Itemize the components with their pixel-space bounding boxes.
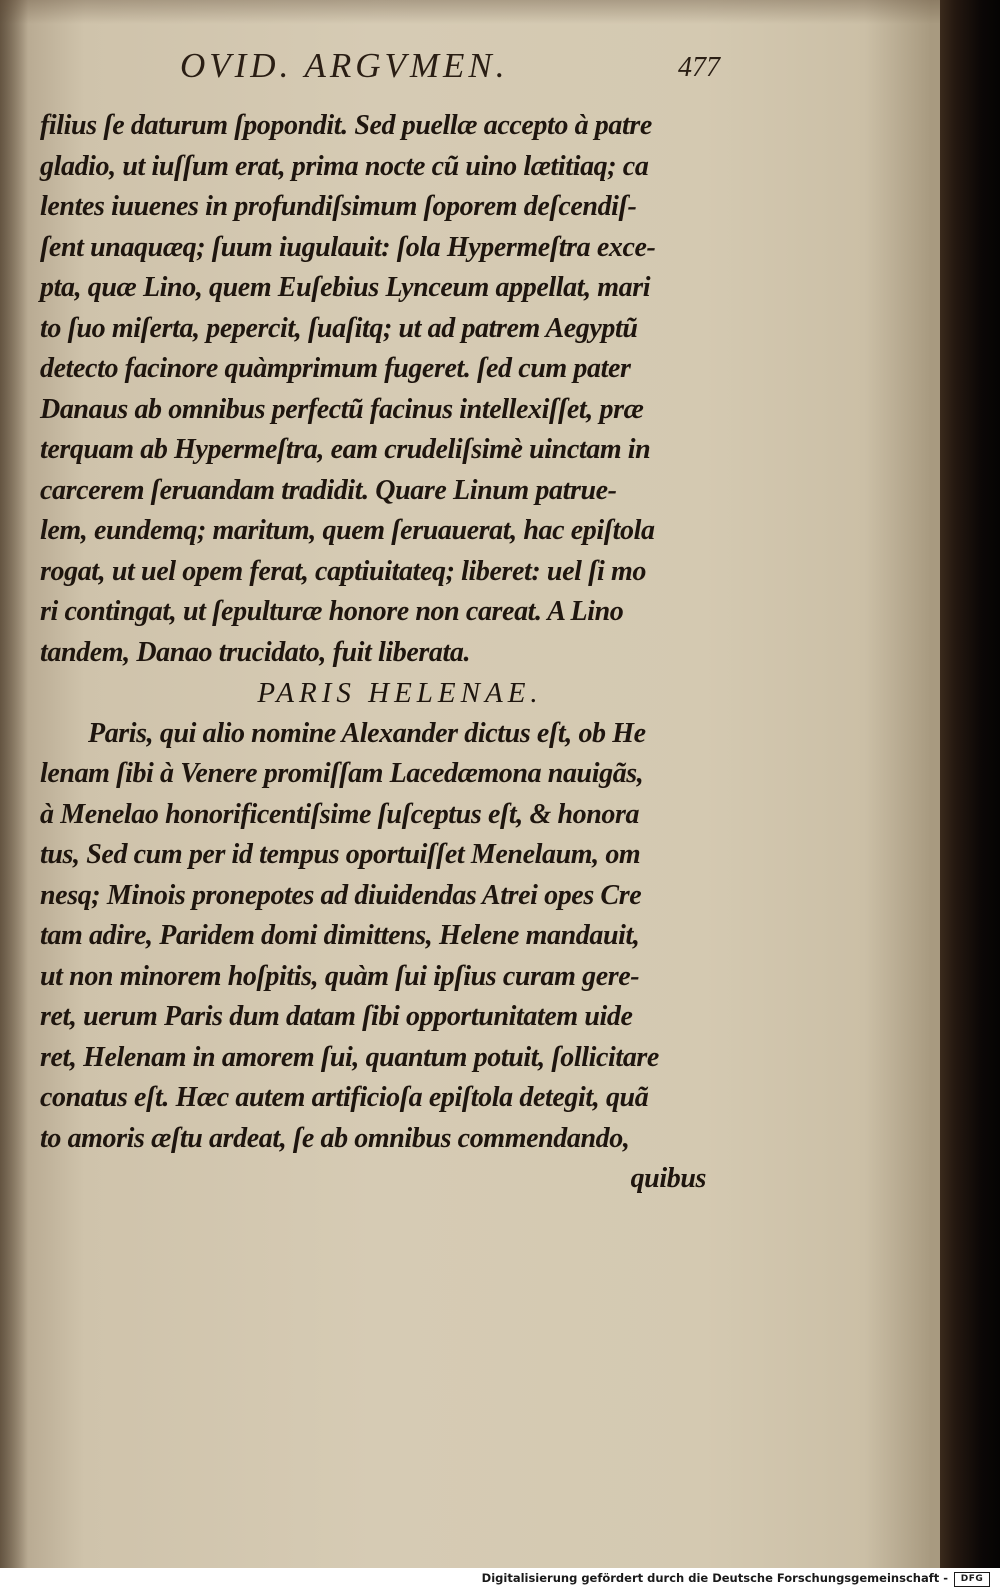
text-line: lentes iuuenes in profundiſsimum ſoporem deſcendiſ- [40,191,637,222]
text-line: pta, quæ Lino, quem Euſebius Lynceum appellat, mari [40,272,651,303]
text-line: to amoris æſtu ardeat, ſe ab omnibus commendando, [40,1122,630,1154]
text-line: lenam ſibi à Venere promiſſam Lacedæmona nauigãs, [40,758,644,789]
text-line: gladio, ut iuſſum erat, prima nocte cũ uino lætitiaq; ca [40,150,649,182]
text-line: Danaus ab omnibus perfectũ facinus intellexiſſet, præ [40,393,644,425]
running-head: OVID. ARGVMEN. [180,46,509,85]
text-line: nesq; Minois pronepotes ad diuidendas Atrei opes Cre [40,879,642,911]
page-header [180,46,720,96]
text-line: tus, Sed cum per id tempus oportuiſſet Menelaum, om [40,839,641,870]
gutter-shadow [0,0,28,1568]
section-heading: PARIS HELENAE. [257,677,543,709]
book-edge [940,0,1000,1568]
text-line: to ſuo miſerta, pepercit, ſuaſitq; ut ad patrem Aegyptũ [40,312,638,344]
text-line: Paris, qui alio nomine Alexander dictus eſt, ob He [88,717,646,749]
text-line: lem, eundemq; maritum, quem ſeruauerat, hac epiſtola [40,515,655,546]
text-line: ret, Helenam in amorem ſui, quantum potuit, ſollicitare [40,1041,659,1073]
text-line: ſent unaquæq; ſuum iugulauit: ſola Hypermeſtra exce- [40,231,656,263]
text-line: filius ſe daturum ſpopondit. Sed puellæ accepto à patre [40,110,652,141]
text-line: ri contingat, ut ſepulturæ honore non careat. A Lino [40,596,624,627]
text-line: ret, uerum Paris dum datam ſibi opportunitatem uide [40,1001,633,1032]
text-line: detecto facinore quàmprimum fugeret. ſed cum pater [40,353,631,384]
text-line: rogat, ut uel opem ferat, captiuitateq; liberet: uel ſi mo [40,555,646,587]
footer-bar [0,1568,1000,1591]
text-line: tam adire, Paridem domi dimittens, Helene mandauit, [40,920,640,951]
text-line: ut non minorem hoſpitis, quàm ſui ipſius curam gere- [40,960,640,992]
text-line: tandem, Danao trucidato, fuit liberata. [40,636,471,668]
text-line: à Menelao honorificentiſsime ſuſceptus eſt, & honora [40,798,640,830]
dfg-logo-icon: DFG [954,1572,990,1587]
funding-credit: Digitalisierung gefördert durch die Deutsche Forschungsgemeinschaft - [481,1571,948,1585]
body-text [40,106,720,1200]
catchword: quibus [630,1163,706,1194]
text-line: carcerem ſeruandam tradidit. Quare Linum patrue- [40,474,617,506]
page-number: 477 [678,52,720,83]
text-line: conatus eſt. Hæc autem artificioſa epiſtola detegit, quã [40,1082,649,1113]
page-top-shadow [0,0,940,24]
text-line: terquam ab Hypermeſtra, eam crudeliſsimè uinctam in [40,434,651,465]
